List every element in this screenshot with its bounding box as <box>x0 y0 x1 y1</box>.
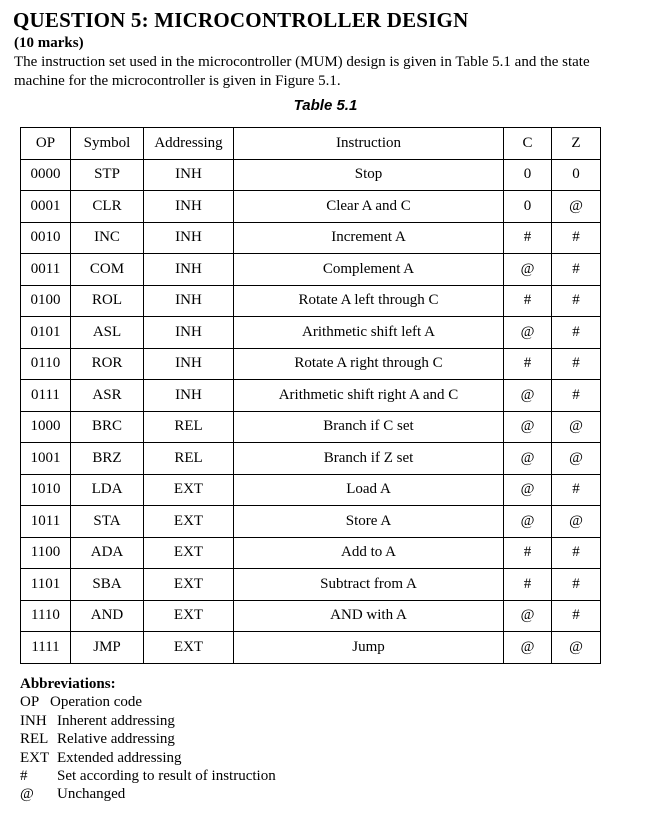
c-flag-cell: @ <box>504 254 552 286</box>
addressing-cell: INH <box>144 191 234 223</box>
addressing-cell: EXT <box>144 569 234 601</box>
instruction-cell: Store A <box>234 506 504 538</box>
op-cell: 1101 <box>21 569 71 601</box>
instruction-cell: Arithmetic shift right A and C <box>234 380 504 412</box>
symbol-cell: STP <box>71 159 144 191</box>
table-row <box>21 348 601 380</box>
addressing-cell: EXT <box>144 632 234 664</box>
z-flag-cell: # <box>552 222 601 254</box>
z-flag-cell: @ <box>552 191 601 223</box>
addressing-cell: INH <box>144 348 234 380</box>
table-row <box>21 191 601 223</box>
table-body <box>21 159 601 663</box>
table-row <box>21 159 601 191</box>
z-flag-cell: @ <box>552 411 601 443</box>
abbreviation-item <box>20 785 276 803</box>
z-flag-cell: @ <box>552 632 601 664</box>
instruction-cell: Branch if Z set <box>234 443 504 475</box>
op-cell: 1011 <box>21 506 71 538</box>
symbol-cell: ASL <box>71 317 144 349</box>
abbreviation-item <box>20 767 276 785</box>
abbreviation-text: Inherent addressing <box>57 712 175 729</box>
abbreviation-key: # <box>20 768 28 785</box>
op-cell: 1110 <box>21 600 71 632</box>
z-flag-cell: # <box>552 600 601 632</box>
z-flag-cell: @ <box>552 443 601 475</box>
op-cell: 1001 <box>21 443 71 475</box>
op-cell: 0110 <box>21 348 71 380</box>
op-cell: 0011 <box>21 254 71 286</box>
question-intro: The instruction set used in the microcontroller (MUM) design is given in Table 5.1 and the state machine for the microcontroller is given in Figure 5.1. <box>14 54 590 89</box>
symbol-cell: ADA <box>71 537 144 569</box>
instruction-cell: Subtract from A <box>234 569 504 601</box>
table-row <box>21 506 601 538</box>
table-row <box>21 285 601 317</box>
header-z-flag: Z <box>552 128 601 160</box>
abbreviation-text: Unchanged <box>57 786 126 803</box>
abbreviation-text: Operation code <box>50 694 143 711</box>
symbol-cell: LDA <box>71 474 144 506</box>
op-cell: 0101 <box>21 317 71 349</box>
abbreviation-key: INH <box>20 712 47 729</box>
abbreviation-item <box>20 693 276 711</box>
abbreviation-key: REL <box>20 731 49 748</box>
abbreviation-text: Extended addressing <box>57 749 182 766</box>
addressing-cell: INH <box>144 222 234 254</box>
instruction-cell: Branch if C set <box>234 411 504 443</box>
instruction-cell: Clear A and C <box>234 191 504 223</box>
c-flag-cell: # <box>504 222 552 254</box>
abbreviation-item <box>20 749 276 767</box>
op-cell: 0100 <box>21 285 71 317</box>
addressing-cell: EXT <box>144 537 234 569</box>
addressing-cell: EXT <box>144 600 234 632</box>
z-flag-cell: # <box>552 380 601 412</box>
addressing-cell: INH <box>144 317 234 349</box>
addressing-cell: INH <box>144 380 234 412</box>
instruction-cell: Load A <box>234 474 504 506</box>
addressing-cell: INH <box>144 254 234 286</box>
op-cell: 1111 <box>21 632 71 664</box>
instruction-cell: Rotate A right through C <box>234 348 504 380</box>
instruction-cell: Complement A <box>234 254 504 286</box>
op-cell: 1000 <box>21 411 71 443</box>
instruction-cell: Add to A <box>234 537 504 569</box>
c-flag-cell: # <box>504 348 552 380</box>
symbol-cell: BRC <box>71 411 144 443</box>
z-flag-cell: # <box>552 348 601 380</box>
z-flag-cell: # <box>552 537 601 569</box>
table-row <box>21 537 601 569</box>
op-cell: 1010 <box>21 474 71 506</box>
abbreviations <box>20 675 276 804</box>
header-symbol: Symbol <box>71 128 144 160</box>
z-flag-cell: # <box>552 569 601 601</box>
abbreviation-key: @ <box>20 786 34 803</box>
op-cell: 0111 <box>21 380 71 412</box>
symbol-cell: BRZ <box>71 443 144 475</box>
table-row <box>21 411 601 443</box>
c-flag-cell: # <box>504 537 552 569</box>
header-addressing: Addressing <box>144 128 234 160</box>
instruction-cell: Increment A <box>234 222 504 254</box>
instruction-cell: Arithmetic shift left A <box>234 317 504 349</box>
header-op: OP <box>21 128 71 160</box>
addressing-cell: EXT <box>144 474 234 506</box>
abbreviation-text: Set according to result of instruction <box>57 768 276 785</box>
table-row <box>21 600 601 632</box>
instruction-set-table <box>20 127 601 664</box>
symbol-cell: ROL <box>71 285 144 317</box>
c-flag-cell: @ <box>504 474 552 506</box>
table-row <box>21 222 601 254</box>
table-row <box>21 632 601 664</box>
c-flag-cell: 0 <box>504 159 552 191</box>
table-header-row <box>21 128 601 160</box>
symbol-cell: STA <box>71 506 144 538</box>
addressing-cell: INH <box>144 159 234 191</box>
abbreviations-heading: Abbreviations: <box>20 676 116 692</box>
addressing-cell: REL <box>144 443 234 475</box>
header-instruction: Instruction <box>234 128 504 160</box>
abbreviation-key: OP <box>20 694 40 711</box>
symbol-cell: AND <box>71 600 144 632</box>
op-cell: 1100 <box>21 537 71 569</box>
symbol-cell: SBA <box>71 569 144 601</box>
z-flag-cell: # <box>552 285 601 317</box>
c-flag-cell: @ <box>504 443 552 475</box>
table-row <box>21 443 601 475</box>
abbreviations-list <box>20 693 276 803</box>
z-flag-cell: # <box>552 254 601 286</box>
c-flag-cell: 0 <box>504 191 552 223</box>
instruction-cell: Rotate A left through C <box>234 285 504 317</box>
abbreviation-text: Relative addressing <box>57 731 175 748</box>
question-marks: (10 marks) <box>14 35 84 51</box>
z-flag-cell: @ <box>552 506 601 538</box>
question-title <box>13 8 468 33</box>
abbreviation-item <box>20 712 276 730</box>
z-flag-cell: 0 <box>552 159 601 191</box>
table-row <box>21 569 601 601</box>
op-cell: 0000 <box>21 159 71 191</box>
op-cell: 0001 <box>21 191 71 223</box>
c-flag-cell: @ <box>504 600 552 632</box>
abbreviation-key: EXT <box>20 749 50 766</box>
c-flag-cell: @ <box>504 317 552 349</box>
table-row <box>21 474 601 506</box>
table-caption: Table 5.1 <box>293 97 358 114</box>
header-c-flag: C <box>504 128 552 160</box>
symbol-cell: ASR <box>71 380 144 412</box>
c-flag-cell: @ <box>504 506 552 538</box>
c-flag-cell: @ <box>504 411 552 443</box>
op-cell: 0010 <box>21 222 71 254</box>
instruction-cell: Jump <box>234 632 504 664</box>
instruction-cell: AND with A <box>234 600 504 632</box>
c-flag-cell: @ <box>504 632 552 664</box>
addressing-cell: EXT <box>144 506 234 538</box>
addressing-cell: REL <box>144 411 234 443</box>
c-flag-cell: # <box>504 569 552 601</box>
c-flag-cell: # <box>504 285 552 317</box>
question-title-text: QUESTION 5: MICROCONTROLLER DESIGN <box>13 8 469 32</box>
symbol-cell: ROR <box>71 348 144 380</box>
instruction-cell: Stop <box>234 159 504 191</box>
z-flag-cell: # <box>552 317 601 349</box>
symbol-cell: CLR <box>71 191 144 223</box>
z-flag-cell: # <box>552 474 601 506</box>
symbol-cell: JMP <box>71 632 144 664</box>
abbreviation-item <box>20 730 276 748</box>
symbol-cell: COM <box>71 254 144 286</box>
table-row <box>21 317 601 349</box>
addressing-cell: INH <box>144 285 234 317</box>
table-row <box>21 380 601 412</box>
c-flag-cell: @ <box>504 380 552 412</box>
symbol-cell: INC <box>71 222 144 254</box>
table-row <box>21 254 601 286</box>
